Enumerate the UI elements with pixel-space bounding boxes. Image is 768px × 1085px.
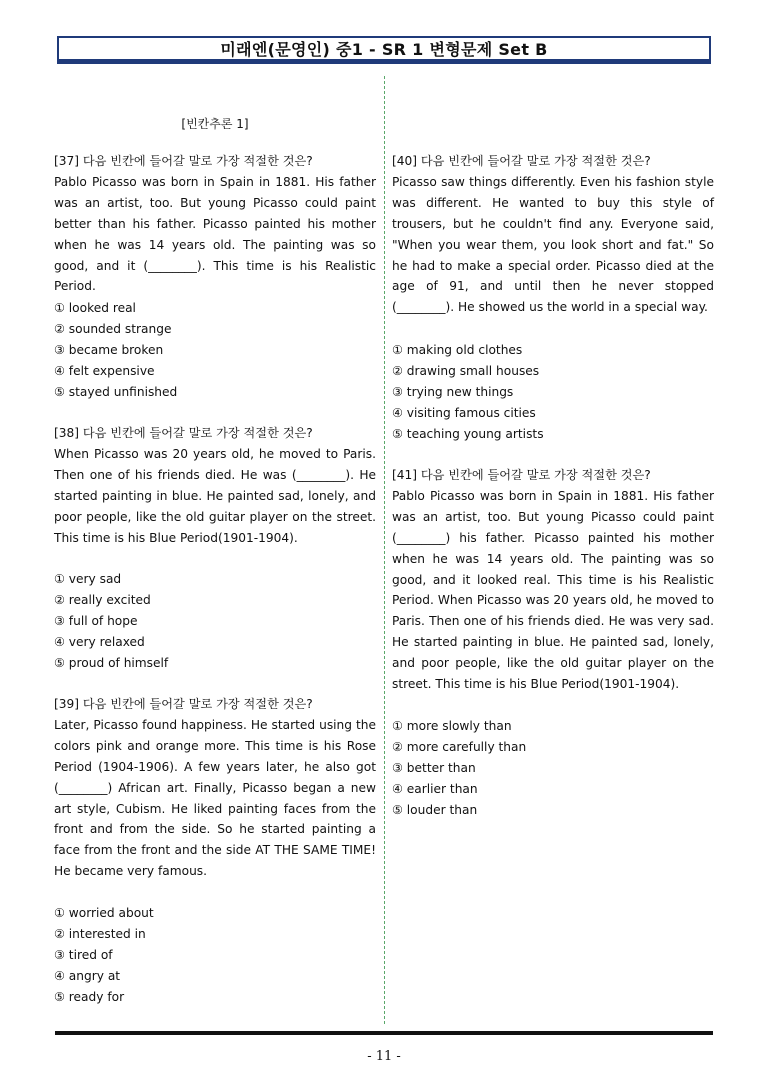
option: ⑤ teaching young artists — [392, 426, 544, 441]
option: ⑤ proud of himself — [54, 655, 169, 670]
option: ④ angry at — [54, 968, 121, 983]
header-box — [57, 36, 711, 64]
question-passage: Pablo Picasso was born in Spain in 1881. His father was an artist, too. But young Picasso could paint better than his father. Picasso painted his mother when he was 14 years old. The painting was so good, and it (________). This time is his Realistic Period. — [54, 174, 376, 294]
question-37 — [54, 151, 376, 297]
option: ④ earlier than — [392, 781, 478, 796]
question-39 — [54, 694, 376, 882]
option: ② sounded strange — [54, 321, 172, 336]
option: ⑤ ready for — [54, 989, 125, 1004]
question-40 — [392, 151, 714, 318]
options-41 — [392, 716, 714, 821]
question-38 — [54, 423, 376, 548]
column-divider — [384, 76, 385, 1024]
option: ② interested in — [54, 926, 146, 941]
question-heading: [39] 다음 빈칸에 들어갈 말로 가장 적절한 것은? — [54, 697, 313, 711]
option: ③ full of hope — [54, 613, 138, 628]
question-heading: [37] 다음 빈칸에 들어갈 말로 가장 적절한 것은? — [54, 154, 313, 168]
question-passage: Later, Picasso found happiness. He started using the colors pink and orange more. This time is his Rose Period (1904-1906). A few years later, he also got (________) African art. Finally, Picasso began a new art style, Cubism. He liked painting faces from the front and from the side. So he started painting a face from the front and the side AT THE SAME TIME! He became very famous. — [54, 717, 376, 879]
option: ④ visiting famous cities — [392, 405, 536, 420]
question-heading: [41] 다음 빈칸에 들어갈 말로 가장 적절한 것은? — [392, 468, 651, 482]
page-number: - 11 - — [367, 1049, 401, 1064]
question-passage: When Picasso was 20 years old, he moved to Paris. Then one of his friends died. He was (________). He started painting in blue. He painted sad, lonely, and poor people, like the old guitar player on the street. This time is his Blue Period(1901-1904). — [54, 446, 376, 545]
options-40 — [392, 340, 714, 445]
option: ② really excited — [54, 592, 151, 607]
option: ④ felt expensive — [54, 363, 155, 378]
option: ⑤ stayed unfinished — [54, 384, 178, 399]
options-39 — [54, 903, 376, 1008]
option: ① looked real — [54, 301, 136, 315]
option: ③ became broken — [54, 342, 164, 357]
footer-rule — [55, 1031, 713, 1035]
options-37 — [54, 298, 376, 403]
option: ② more carefully than — [392, 739, 527, 754]
option: ⑤ louder than — [392, 802, 478, 817]
page-title: 미래엔(문영인) 중1 - SR 1 변형문제 Set B — [220, 40, 548, 59]
option: ③ better than — [392, 760, 476, 775]
option: ③ tired of — [54, 947, 113, 962]
option: ① very sad — [54, 572, 122, 586]
question-41 — [392, 465, 714, 695]
question-passage: Pablo Picasso was born in Spain in 1881. His father was an artist, too. But young Picasso could paint (________) his father. Picasso painted his mother when he was 14 years old. The painting was so good, and it looked real. This time is his Realistic Period. When Picasso was 20 years old, he moved to Paris. Then one of his friends died. He was very sad. He started painting in blue. He painted sad, lonely, and poor people, like the old guitar player on the street. This time is his Blue Period(1901-1904). — [392, 488, 714, 692]
option: ① worried about — [54, 906, 154, 920]
option: ① making old clothes — [392, 343, 523, 357]
options-38 — [54, 569, 376, 674]
section-label: [빈칸추론 1] — [181, 117, 249, 131]
question-heading: [38] 다음 빈칸에 들어갈 말로 가장 적절한 것은? — [54, 426, 313, 440]
option: ④ very relaxed — [54, 634, 145, 649]
question-heading: [40] 다음 빈칸에 들어갈 말로 가장 적절한 것은? — [392, 154, 651, 168]
option: ③ trying new things — [392, 384, 514, 399]
option: ② drawing small houses — [392, 363, 540, 378]
question-passage: Picasso saw things differently. Even his fashion style was different. He wanted to buy this style of trousers, but he couldn't find any. Everyone said, "When you wear them, you look short and fat." So he had to make a special order. Picasso died at the age of 91, and until then he never stopped (________). He showed us the world in a special way. — [392, 174, 714, 315]
option: ① more slowly than — [392, 719, 512, 733]
